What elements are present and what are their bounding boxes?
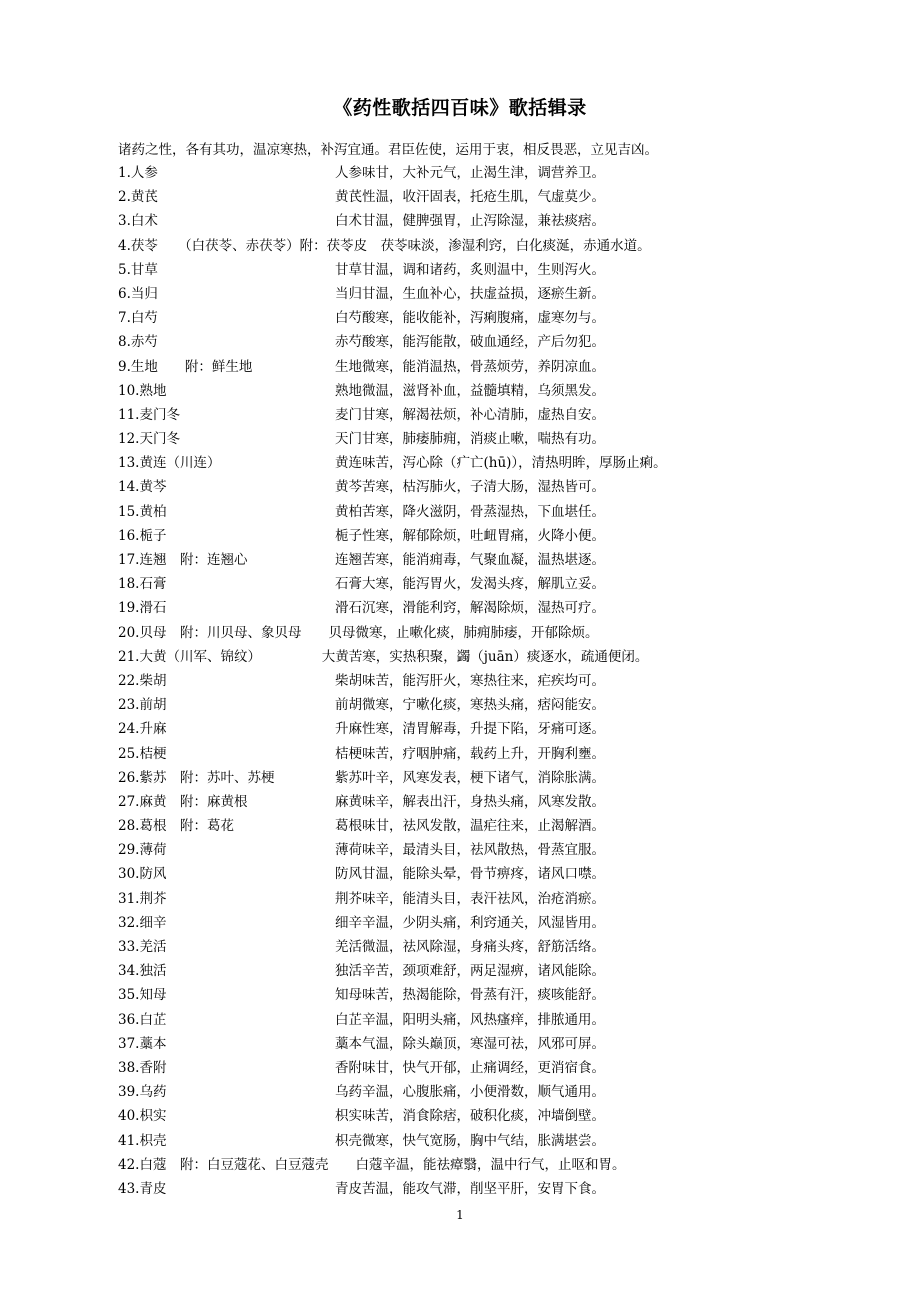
herb-entry <box>118 379 818 403</box>
herb-verse: 薄荷味辛，最清头目，祛风散热，骨蒸宜服。 <box>335 842 605 859</box>
intro-paragraph: 诸药之性，各有其功，温凉寒热，补泻宜通。君臣佐使，运用于衷，相反畏恶，立见吉凶。 <box>118 142 658 158</box>
herb-name: 34.独活 <box>118 963 167 980</box>
spacer <box>328 1157 355 1173</box>
herb-verse: 麦门甘寒，解渴祛烦，补心清肺，虚热自安。 <box>335 406 605 423</box>
herb-verse: 细辛辛温，少阴头痛，利窍通关，风湿皆用。 <box>335 914 605 931</box>
herb-entry <box>118 524 818 548</box>
herb-entry <box>118 258 818 282</box>
herb-name: 19.滑石 <box>118 600 167 617</box>
herb-entry <box>118 1032 818 1056</box>
herb-verse: 青皮苦温，能攻气滞，削坚平肝，安胃下食。 <box>335 1180 605 1197</box>
herb-entry <box>118 1129 818 1153</box>
herb-name: 32.细辛 <box>118 914 167 931</box>
herb-entry <box>118 475 818 499</box>
herb-entry <box>118 669 818 693</box>
herb-name: 15.黄柏 <box>118 503 167 520</box>
herb-entry <box>118 209 818 233</box>
herb-name: 8.赤芍 <box>118 334 158 351</box>
herb-verse: 白芍酸寒，能收能补，泻痢腹痛，虚寒勿与。 <box>335 310 605 327</box>
herb-verse: 羌活微温，祛风除湿，身痛头疼，舒筋活络。 <box>335 939 605 955</box>
herb-verse: 柴胡味苦，能泻肝火，寒热往来，疟疾均可。 <box>335 672 605 689</box>
herb-verse: 生地微寒，能消温热，骨蒸烦劳，养阴凉血。 <box>335 358 605 375</box>
herb-entry <box>118 355 818 379</box>
herb-entry <box>118 742 818 766</box>
herb-entry <box>118 403 818 427</box>
herb-verse: 枳实味苦，消食除痞，破积化痰，冲墙倒壁。 <box>335 1108 605 1125</box>
herb-verse: 麻黄味辛，解表出汗，身热头痛，风寒发散。 <box>335 793 605 810</box>
herb-entry <box>118 427 818 451</box>
herb-entry <box>118 1056 818 1080</box>
herb-verse: 升麻性寒，清胃解毒，升提下陷，牙痛可逐。 <box>335 721 605 738</box>
herb-verse: 天门甘寒，肺痿肺痈，消痰止嗽，喘热有功。 <box>335 431 605 448</box>
herb-name: 12.天门冬 <box>118 431 180 448</box>
herb-name: 39.乌药 <box>118 1084 167 1101</box>
herb-name: 37.藁本 <box>118 1035 167 1052</box>
herb-name: 17.连翘 附：连翘心 <box>118 552 248 568</box>
herb-name: 29.薄荷 <box>118 842 167 859</box>
herb-entry <box>118 983 818 1007</box>
herb-name: 36.白芷 <box>118 1011 167 1028</box>
herb-name: 11.麦门冬 <box>118 406 180 423</box>
herb-entry <box>118 693 818 717</box>
herb-verse: 大黄苦寒，实热积聚，蠲（juān）痰逐水，疏通便闭。 <box>321 648 649 665</box>
herb-entry <box>118 451 818 475</box>
spacer <box>254 649 322 665</box>
herb-entry <box>118 1153 818 1177</box>
herb-verse: 茯苓味淡，渗湿利窍，白化痰涎，赤通水道。 <box>380 237 651 254</box>
herb-entry <box>118 621 818 645</box>
herb-name: 42.白蔻 附：白豆蔻花、白豆蔻壳 <box>118 1156 329 1173</box>
herb-entry <box>118 935 818 959</box>
herb-entry <box>118 959 818 983</box>
herb-entry <box>118 161 818 185</box>
herb-entry <box>118 911 818 935</box>
herb-name: 1.人参 <box>118 165 158 181</box>
herb-name: 20.贝母 附：川贝母、象贝母 <box>118 624 302 641</box>
herb-verse: 黄芩苦寒，枯泻肺火，子清大肠，湿热皆可。 <box>335 479 605 496</box>
herb-name: 24.升麻 <box>118 721 167 738</box>
herb-name: 38.香附 <box>118 1059 167 1076</box>
herb-verse: 熟地微温，滋肾补血，益髓填精，乌须黑发。 <box>335 382 605 399</box>
herb-verse: 黄连味苦，泻心除（疒亡(hū)），清热明眸，厚肠止痢。 <box>335 455 667 472</box>
spacer <box>301 625 328 641</box>
herb-entry <box>118 790 818 814</box>
herb-name: 26.紫苏 附：苏叶、苏梗 <box>118 769 275 786</box>
herb-verse: 滑石沉寒，滑能利窍，解渴除烦，湿热可疗。 <box>335 600 605 617</box>
herb-name: 27.麻黄 附：麻黄根 <box>118 793 248 810</box>
herb-name: 16.栀子 <box>118 527 167 544</box>
herb-verse: 荆芥味辛，能清头目，表汗祛风，治疮消瘀。 <box>335 890 605 907</box>
herb-entry <box>118 814 818 838</box>
herb-verse: 白蔻辛温，能祛瘴翳，温中行气，止呕和胃。 <box>355 1156 626 1173</box>
herb-entry <box>118 862 818 886</box>
herb-name: 30.防风 <box>118 866 167 883</box>
herb-verse: 栀子性寒，解郁除烦，吐衄胃痛，火降小便。 <box>335 527 605 544</box>
herb-entry <box>118 1104 818 1128</box>
herb-name: 43.青皮 <box>118 1180 167 1197</box>
herb-entry <box>118 185 818 209</box>
herb-verse: 桔梗味苦，疗咽肿痛，载药上升，开胸利壅。 <box>335 745 605 762</box>
herb-name: 31.荆芥 <box>118 890 167 907</box>
herb-verse: 赤芍酸寒，能泻能散，破血通经，产后勿犯。 <box>335 334 605 351</box>
herb-name: 7.白芍 <box>118 310 158 327</box>
herb-verse: 石膏大寒，能泻胃火，发渴头疼，解肌立妥。 <box>335 576 605 593</box>
herb-name: 41.枳壳 <box>118 1132 167 1149</box>
herb-name: 35.知母 <box>118 987 167 1004</box>
herb-verse: 葛根味甘，祛风发散，温疟往来，止渴解酒。 <box>335 818 605 835</box>
document-title: 《药性歌括四百味》歌括辑录 <box>333 97 587 119</box>
herb-name: 3.白术 <box>118 213 158 230</box>
herb-verse: 黄柏苦寒，降火滋阴，骨蒸湿热，下血堪任。 <box>335 503 605 520</box>
herb-entry <box>118 500 818 524</box>
herb-name: 10.熟地 <box>118 382 167 399</box>
herb-entry <box>118 1177 818 1201</box>
herb-entry <box>118 838 818 862</box>
herb-verse: 香附味甘，快气开郁，止痛调经，更消宿食。 <box>335 1059 605 1076</box>
herb-verse: 防风甘温，能除头晕，骨节痹疼，诸风口噤。 <box>335 866 605 883</box>
herb-name: 9.生地 附：鲜生地 <box>118 358 253 375</box>
herb-name: 14.黄芩 <box>118 479 167 496</box>
herb-verse: 藁本气温，除头巅顶，寒湿可祛，风邪可屏。 <box>335 1035 605 1052</box>
herb-verse: 独活辛苦，颈项难舒，两足湿痹，诸风能除。 <box>335 963 605 980</box>
herb-verse: 当归甘温，生血补心，扶虚益损，逐瘀生新。 <box>335 285 605 302</box>
herb-name: 33.羌活 <box>118 939 167 955</box>
herb-name: 18.石膏 <box>118 576 167 593</box>
herb-name: 22.柴胡 <box>118 672 167 689</box>
herb-verse: 白芷辛温，阳明头痛，风热瘙痒，排脓通用。 <box>335 1011 605 1028</box>
herb-verse: 乌药辛温，心腹胀痛，小便滑数，顺气通用。 <box>335 1084 605 1101</box>
herb-verse: 贝母微寒，止嗽化痰，肺痈肺痿，开郁除烦。 <box>328 624 599 641</box>
herb-verse: 连翘苦寒，能消痈毒，气聚血凝，温热堪逐。 <box>335 552 605 568</box>
herb-verse: 枳壳微寒，快气宽肠，胸中气结，胀满堪尝。 <box>335 1132 605 1149</box>
herb-verse: 人参味甘，大补元气，止渴生津，调营养卫。 <box>335 165 605 181</box>
herb-name: 5.甘草 <box>118 261 158 278</box>
herb-entry <box>118 306 818 330</box>
page-number: 1 <box>456 1208 464 1222</box>
herb-entry <box>118 330 818 354</box>
herb-entry-list <box>118 161 818 1201</box>
herb-verse: 白术甘温，健脾强胃，止泻除湿，兼祛痰痞。 <box>335 213 605 230</box>
herb-verse: 甘草甘温，调和诸药，炙则温中，生则泻火。 <box>335 261 605 278</box>
herb-name: 21.大黄（川军、锦纹） <box>118 648 255 665</box>
herb-name: 4.茯苓 （白茯苓、赤茯苓）附：茯苓皮 <box>118 237 368 254</box>
herb-entry <box>118 1080 818 1104</box>
herb-name: 6.当归 <box>118 285 158 302</box>
herb-name: 2.黄芪 <box>118 189 158 206</box>
herb-name: 23.前胡 <box>118 697 167 714</box>
herb-entry <box>118 572 818 596</box>
herb-entry <box>118 1008 818 1032</box>
herb-verse: 黄芪性温，收汗固表，托疮生肌，气虚莫少。 <box>335 189 605 206</box>
herb-verse: 前胡微寒，宁嗽化痰，寒热头痛，痞闷能安。 <box>335 697 605 714</box>
spacer <box>367 238 381 254</box>
herb-entry <box>118 234 818 258</box>
herb-entry <box>118 548 818 572</box>
herb-name: 28.葛根 附：葛花 <box>118 818 234 835</box>
herb-entry <box>118 766 818 790</box>
herb-name: 25.桔梗 <box>118 745 167 762</box>
herb-entry <box>118 645 818 669</box>
herb-entry <box>118 596 818 620</box>
herb-verse: 紫苏叶辛，风寒发表，梗下诸气，消除胀满。 <box>335 769 605 786</box>
herb-entry <box>118 717 818 741</box>
herb-entry <box>118 887 818 911</box>
herb-entry <box>118 282 818 306</box>
herb-verse: 知母味苦，热渴能除，骨蒸有汗，痰咳能舒。 <box>335 987 605 1004</box>
herb-name: 40.枳实 <box>118 1108 167 1125</box>
herb-name: 13.黄连（川连） <box>118 455 221 472</box>
